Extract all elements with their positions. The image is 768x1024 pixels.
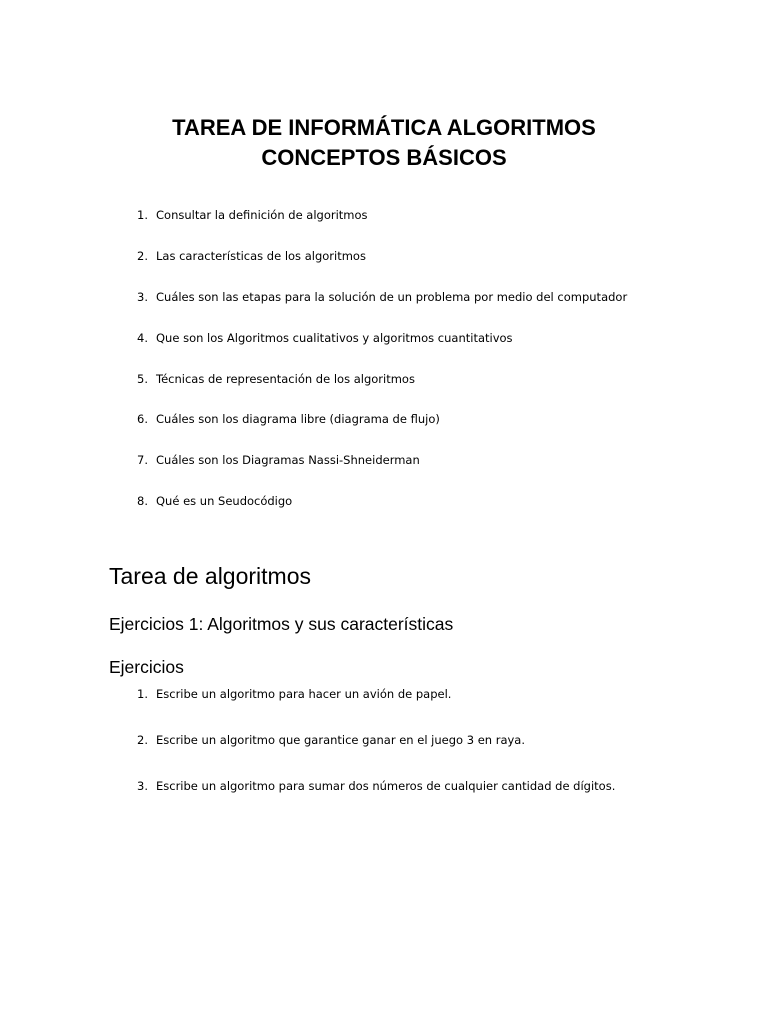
- question-number: 3.: [137, 290, 148, 304]
- question-number: 7.: [137, 453, 148, 467]
- question-item: [0, 491, 768, 511]
- exercise-number: 2.: [137, 733, 148, 747]
- question-number: 4.: [137, 331, 148, 345]
- question-number: 5.: [137, 372, 148, 386]
- question-item: [0, 287, 768, 307]
- exercise-text: Escribe un algoritmo que garantice ganar en el juego 3 en raya.: [156, 733, 525, 747]
- exercise-text: Escribe un algoritmo para sumar dos números de cualquier cantidad de dígitos.: [156, 779, 616, 793]
- question-text: Cuáles son las etapas para la solución de un problema por medio del computador: [156, 290, 628, 304]
- question-text: Las características de los algoritmos: [156, 249, 366, 263]
- exercise-item: [0, 684, 768, 704]
- exercise-item: [0, 730, 768, 750]
- subsection-title: Ejercicios 1: Algoritmos y sus características: [109, 614, 454, 634]
- exercise-number: 1.: [137, 687, 148, 701]
- question-text: Cuáles son los diagrama libre (diagrama de flujo): [156, 412, 440, 426]
- question-item: [0, 205, 768, 225]
- question-number: 6.: [137, 412, 148, 426]
- exercise-text: Escribe un algoritmo para hacer un avión de papel.: [156, 687, 452, 701]
- section-title: Tarea de algoritmos: [109, 563, 311, 589]
- exercise-item: [0, 776, 768, 796]
- question-number: 8.: [137, 494, 148, 508]
- question-text: Consultar la definición de algoritmos: [156, 208, 368, 222]
- question-item: [0, 246, 768, 266]
- question-item: [0, 409, 768, 429]
- document-title-line-2: CONCEPTOS BÁSICOS: [261, 145, 507, 170]
- question-text: Técnicas de representación de los algoritmos: [156, 372, 415, 386]
- question-text: Qué es un Seudocódigo: [156, 494, 293, 508]
- exercises-heading: Ejercicios: [109, 657, 184, 677]
- exercise-number: 3.: [137, 779, 148, 793]
- question-item: [0, 328, 768, 348]
- question-number: 2.: [137, 249, 148, 263]
- question-item: [0, 450, 768, 470]
- question-number: 1.: [137, 208, 148, 222]
- document-title-line-1: TAREA DE INFORMÁTICA ALGORITMOS: [172, 115, 596, 140]
- question-text: Que son los Algoritmos cualitativos y algoritmos cuantitativos: [156, 331, 513, 345]
- question-item: [0, 369, 768, 389]
- question-text: Cuáles son los Diagramas Nassi-Shneiderman: [156, 453, 420, 467]
